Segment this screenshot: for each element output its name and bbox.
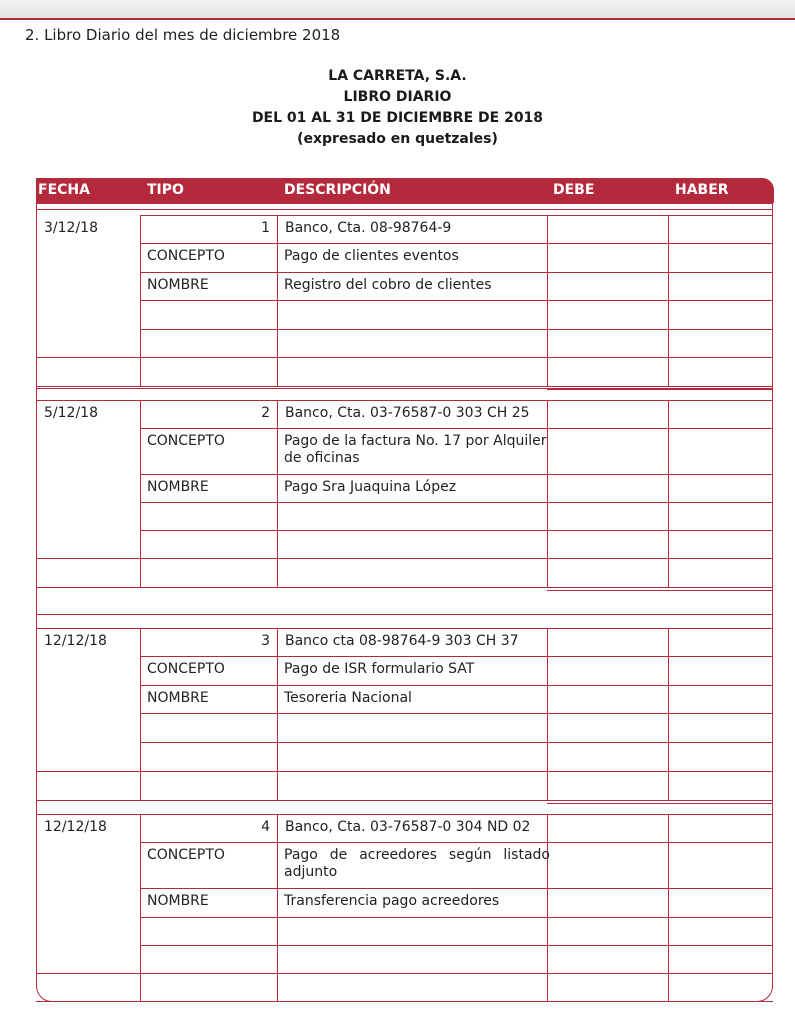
- grid-line-h: [140, 474, 773, 475]
- grid-line-h: [140, 272, 773, 273]
- company-name: LA CARRETA, S.A.: [328, 68, 467, 84]
- concepto-label: CONCEPTO: [147, 661, 225, 677]
- grid-line-h: [36, 1001, 773, 1002]
- grid-line-v: [547, 814, 548, 1001]
- grid-line-v: [547, 215, 548, 386]
- grid-line-v: [668, 215, 669, 386]
- entry-concepto: Pago de ISR formulario SAT: [284, 661, 475, 677]
- entry-date: 12/12/18: [44, 819, 107, 835]
- grid-line-h: [140, 329, 773, 330]
- entry-nombre: Tesoreria Nacional: [284, 690, 412, 706]
- grid-line-h: [547, 803, 773, 804]
- grid-line-h: [36, 771, 773, 772]
- entry-number: 2: [261, 405, 270, 421]
- entry-nombre: Registro del cobro de clientes: [284, 277, 492, 293]
- header-tipo: TIPO: [147, 182, 184, 198]
- top-bar: [0, 0, 795, 20]
- grid-line-h: [140, 428, 773, 429]
- entry-nombre: Transferencia pago acreedores: [284, 893, 500, 909]
- document-titles: [0, 66, 795, 150]
- grid-line-h: [140, 300, 773, 301]
- entry-number: 1: [261, 220, 270, 236]
- header-debe: DEBE: [553, 182, 595, 198]
- entry-concepto: Pago de acreedores según listado adjunto: [284, 847, 550, 880]
- grid-line-h: [140, 243, 773, 244]
- grid-line-h: [140, 814, 773, 815]
- entry-date: 5/12/18: [44, 405, 98, 421]
- nombre-label: NOMBRE: [147, 893, 209, 909]
- grid-line-v: [140, 215, 141, 386]
- nombre-label: NOMBRE: [147, 690, 209, 706]
- grid-line-h: [140, 215, 773, 216]
- grid-line-h: [36, 209, 773, 210]
- grid-line-h: [36, 357, 773, 358]
- grid-line-v: [140, 814, 141, 1001]
- grid-line-h: [36, 587, 773, 588]
- concepto-label: CONCEPTO: [147, 847, 225, 863]
- grid-line-h: [36, 614, 773, 615]
- section-intro: 2. Libro Diario del mes de diciembre 2018: [25, 26, 341, 44]
- entry-concepto: Pago de la factura No. 17 por Alquiler de oficinas: [284, 433, 547, 466]
- grid-line-h: [36, 203, 773, 204]
- grid-line-v: [547, 400, 548, 587]
- grid-line-h: [140, 502, 773, 503]
- header-fecha: FECHA: [38, 182, 90, 198]
- grid-line-h: [140, 400, 773, 401]
- grid-line-h: [36, 388, 773, 389]
- grid-line-h: [547, 590, 773, 591]
- entry-date: 12/12/18: [44, 633, 107, 649]
- entry-account: Banco, Cta. 08-98764-9: [285, 220, 452, 236]
- grid-line-v: [668, 628, 669, 800]
- entry-account: Banco cta 08-98764-9 303 CH 37: [285, 633, 519, 649]
- grid-line-h: [140, 713, 773, 714]
- grid-line-h: [140, 656, 773, 657]
- grid-line-v: [668, 400, 669, 587]
- grid-line-h: [140, 842, 773, 843]
- entry-account: Banco, Cta. 03-76587-0 303 CH 25: [285, 405, 530, 421]
- entry-account: Banco, Cta. 03-76587-0 304 ND 02: [285, 819, 531, 835]
- entry-nombre: Pago Sra Juaquina López: [284, 479, 457, 495]
- grid-line-h: [36, 973, 773, 974]
- nombre-label: NOMBRE: [147, 277, 209, 293]
- grid-line-v: [547, 628, 548, 800]
- grid-line-h: [140, 917, 773, 918]
- grid-line-v: [277, 628, 278, 800]
- header-haber: HABER: [675, 182, 729, 198]
- grid-line-h: [36, 800, 773, 801]
- grid-line-v: [140, 400, 141, 587]
- grid-line-v: [277, 400, 278, 587]
- concepto-label: CONCEPTO: [147, 433, 225, 449]
- grid-line-h: [140, 628, 773, 629]
- grid-line-h: [140, 945, 773, 946]
- grid-line-h: [140, 888, 773, 889]
- grid-line-v: [140, 628, 141, 800]
- grid-line-h: [140, 530, 773, 531]
- book-title: LIBRO DIARIO: [343, 89, 452, 105]
- grid-line-h: [36, 558, 773, 559]
- entry-concepto: Pago de clientes eventos: [284, 248, 459, 264]
- grid-line-h: [36, 386, 773, 387]
- concepto-label: CONCEPTO: [147, 248, 225, 264]
- grid-line-v: [277, 215, 278, 386]
- grid-line-v: [277, 814, 278, 1001]
- period-title: DEL 01 AL 31 DE DICIEMBRE DE 2018: [251, 110, 544, 126]
- grid-line-v: [668, 814, 669, 1001]
- grid-line-h: [140, 685, 773, 686]
- currency-note: (expresado en quetzales): [297, 131, 498, 147]
- entry-date: 3/12/18: [44, 220, 98, 236]
- header-descripcion: DESCRIPCIÓN: [284, 182, 391, 198]
- entry-number: 3: [261, 633, 270, 649]
- entry-number: 4: [261, 819, 270, 835]
- nombre-label: NOMBRE: [147, 479, 209, 495]
- grid-line-h: [140, 742, 773, 743]
- grid-line-h: [547, 389, 773, 390]
